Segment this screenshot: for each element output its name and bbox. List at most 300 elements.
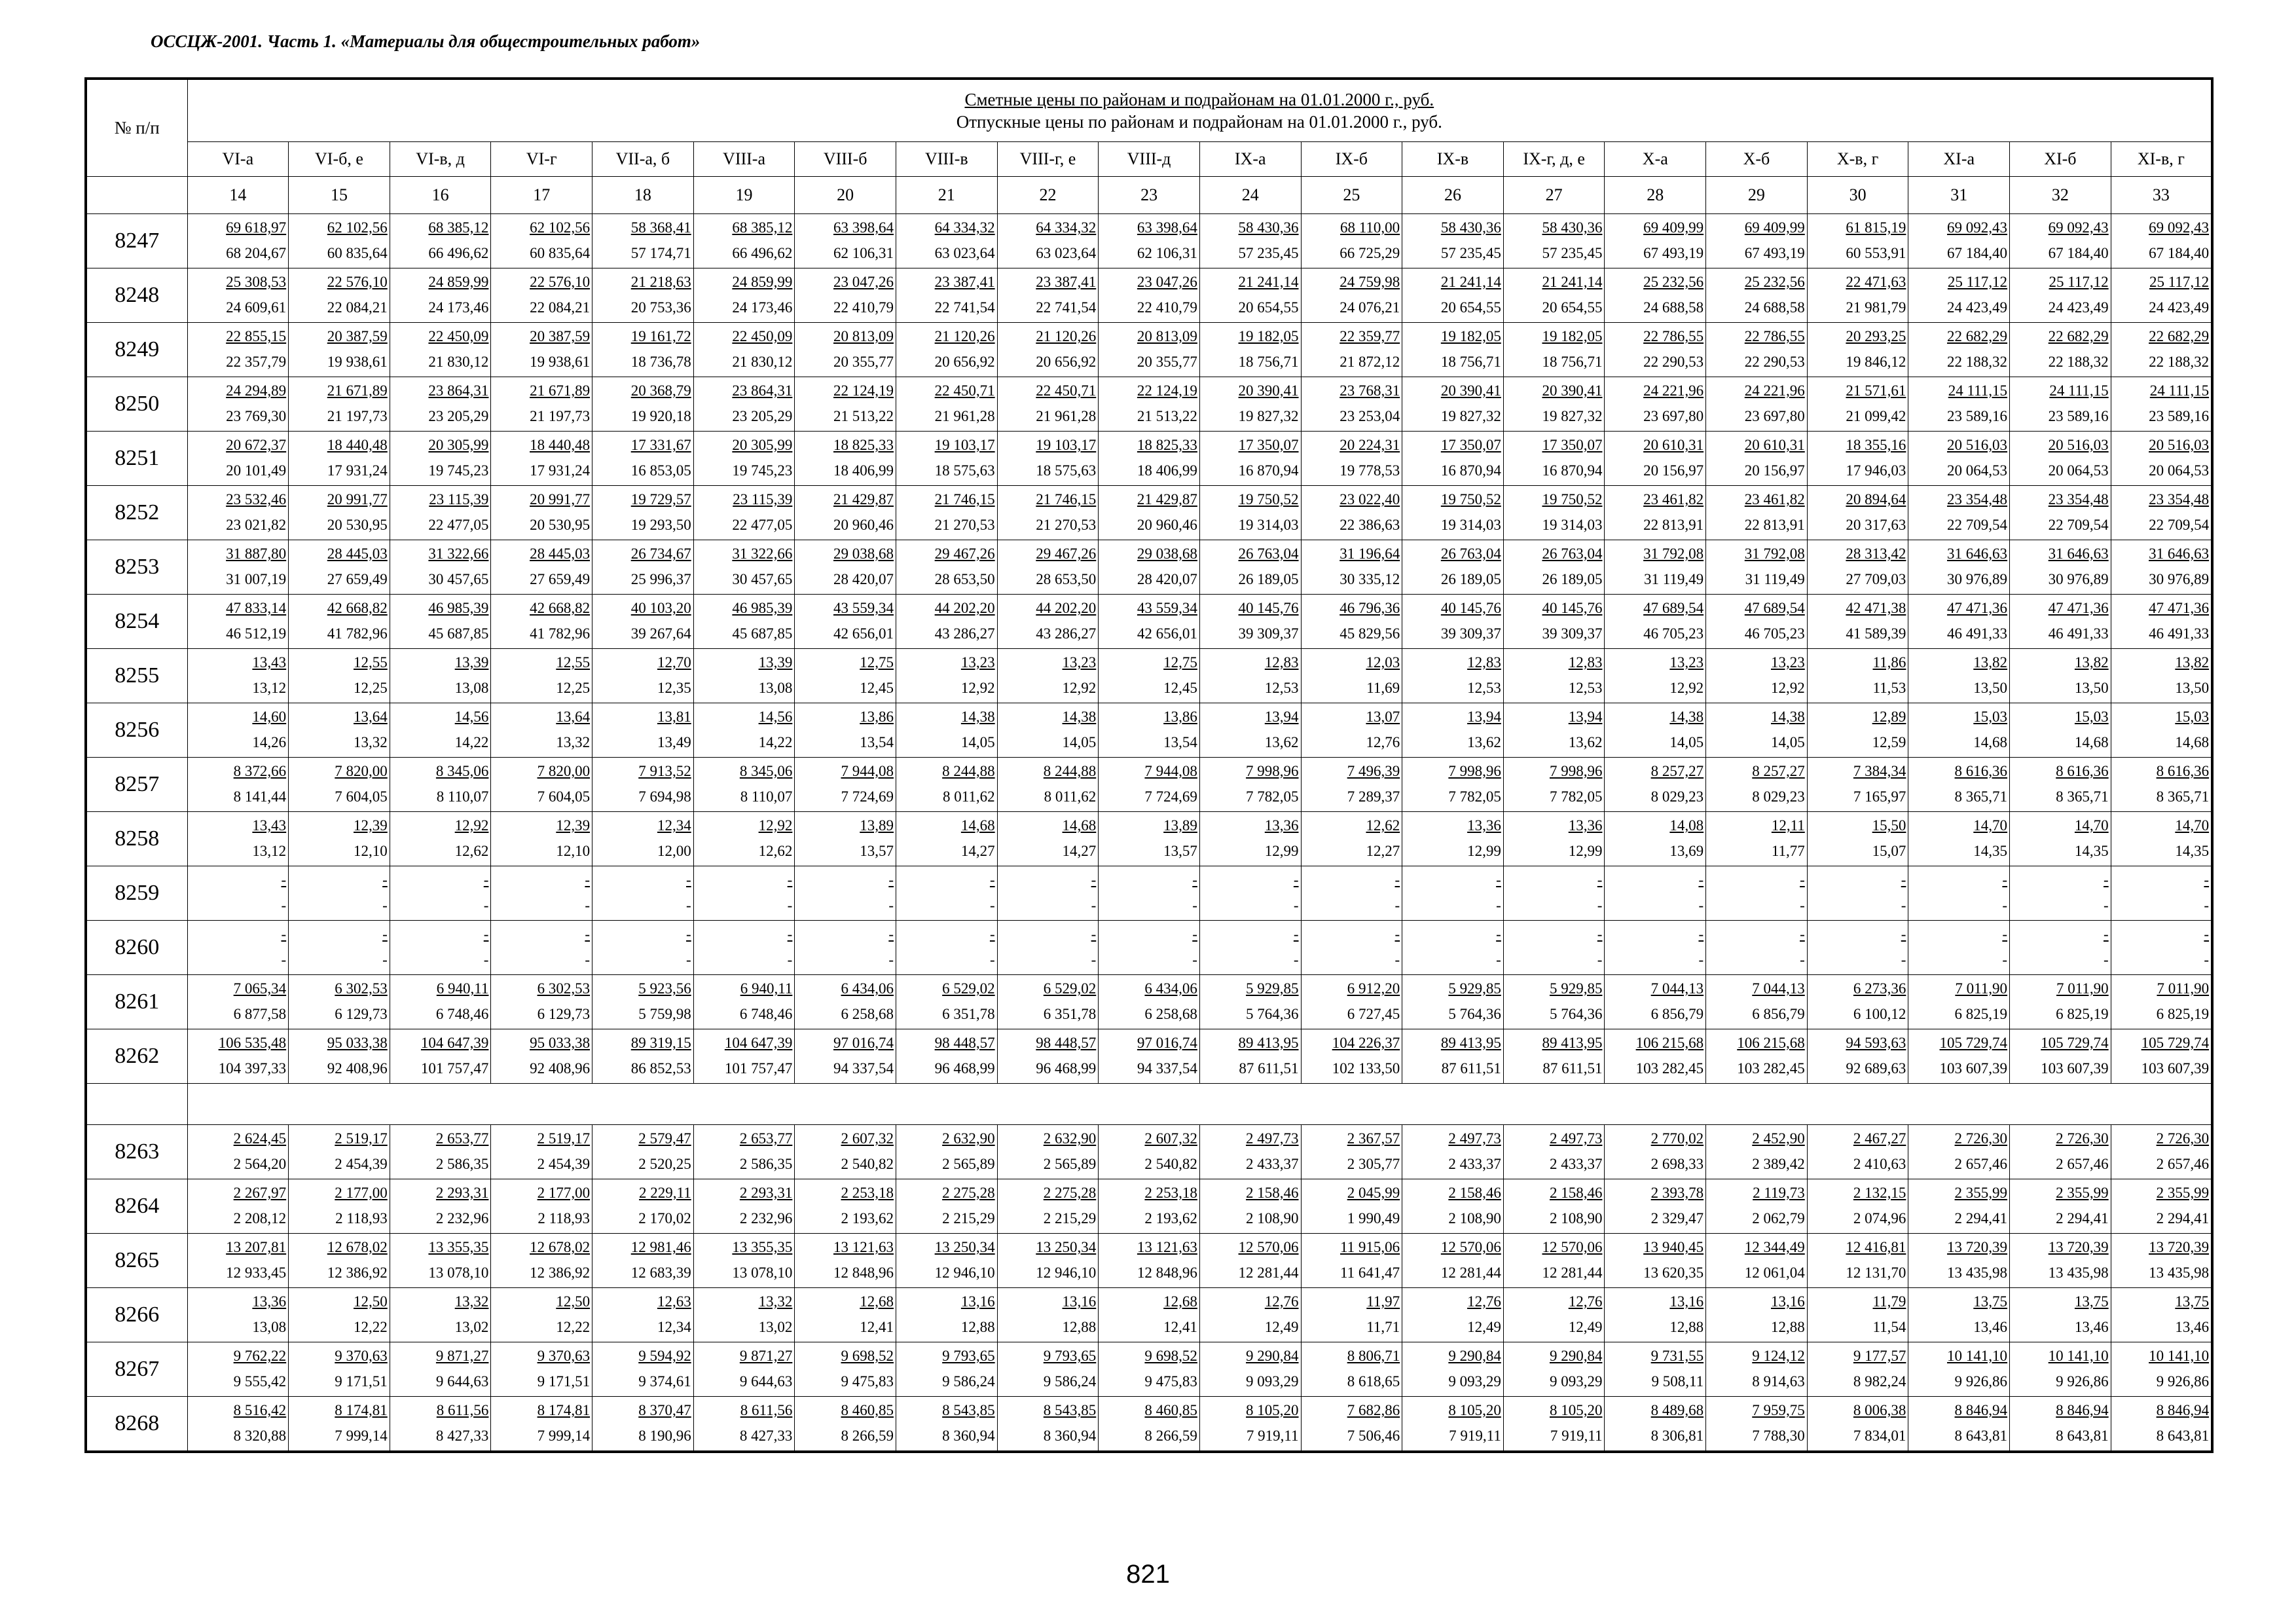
row-code: 8247: [86, 214, 187, 268]
release-price: 103 607,39: [2041, 1060, 2109, 1077]
price-cell: [390, 921, 491, 975]
price-cell: [2010, 268, 2111, 323]
estimated-price: 20 293,25: [1846, 328, 1906, 344]
price-cell: [2111, 540, 2212, 595]
price-cell: [997, 921, 1099, 975]
estimated-price: 31 792,08: [1744, 545, 1805, 562]
estimated-price: -: [787, 872, 793, 888]
price-cell: [1807, 703, 1908, 758]
release-price: 42 656,01: [833, 625, 894, 642]
estimated-price: 31 322,66: [732, 545, 793, 562]
price-cell: [289, 595, 390, 649]
estimated-price: -: [686, 926, 691, 942]
release-price: 103 607,39: [2141, 1060, 2210, 1077]
price-cell: [2010, 758, 2111, 812]
price-cell: [2010, 649, 2111, 703]
estimated-price: 9 594,92: [638, 1348, 691, 1364]
estimated-price: 20 390,41: [1440, 382, 1501, 399]
price-cell: [1301, 1288, 1402, 1342]
estimated-price: 2 607,32: [841, 1130, 894, 1147]
region-header: VIII-д: [1099, 142, 1200, 177]
price-cell: [997, 432, 1099, 486]
price-cell: [1199, 758, 1301, 812]
price-cell: [1807, 268, 1908, 323]
estimated-price: 23 354,48: [2149, 491, 2210, 507]
estimated-price: 19 161,72: [630, 328, 691, 344]
price-cell: [1402, 703, 1504, 758]
row-code: 8259: [86, 866, 187, 921]
estimated-price: 13,36: [252, 1293, 287, 1310]
price-cell: [2111, 486, 2212, 540]
release-price: 13 435,98: [2048, 1264, 2109, 1281]
table-row: [86, 812, 2212, 866]
release-price: 2 215,29: [1043, 1210, 1097, 1227]
estimated-price: 21 571,61: [1846, 382, 1906, 399]
price-cell: [1605, 540, 1706, 595]
price-cell: [289, 1029, 390, 1084]
release-price: 14,68: [2074, 734, 2109, 750]
estimated-price: 7 044,13: [1752, 980, 1805, 997]
estimated-price: 20 672,37: [226, 437, 287, 453]
price-cell: [1199, 432, 1301, 486]
release-price: -: [483, 897, 489, 913]
price-cell: [795, 432, 896, 486]
release-price: 12,25: [556, 680, 591, 696]
estimated-price: -: [787, 926, 793, 942]
estimated-price: 6 434,06: [841, 980, 894, 997]
estimated-price: 63 398,64: [1137, 219, 1197, 236]
column-number: 15: [289, 177, 390, 214]
estimated-price: 20 224,31: [1339, 437, 1400, 453]
release-price: 13 435,98: [2149, 1264, 2210, 1281]
release-price: 11,71: [1366, 1319, 1400, 1335]
estimated-price: 8 516,42: [233, 1402, 287, 1418]
release-price: 12,99: [1264, 843, 1299, 859]
estimated-price: 12 678,02: [530, 1239, 591, 1255]
price-cell: [1099, 866, 1200, 921]
release-price: 8 110,07: [740, 788, 793, 805]
estimated-price: 62 102,56: [530, 219, 591, 236]
estimated-price: 13 720,39: [2048, 1239, 2109, 1255]
estimated-price: 97 016,74: [833, 1035, 894, 1051]
estimated-price: 69 618,97: [226, 219, 287, 236]
release-price: -: [1496, 897, 1501, 913]
estimated-price: 14,70: [2074, 817, 2109, 834]
release-price: 22 084,21: [327, 299, 388, 316]
estimated-price: 6 940,11: [436, 980, 489, 997]
release-price: 2 454,39: [335, 1156, 388, 1172]
table-row: [86, 268, 2212, 323]
price-cell: [1807, 1179, 1908, 1234]
release-price: 20 156,97: [1643, 462, 1704, 479]
estimated-price: 23 864,31: [428, 382, 489, 399]
release-price: 5 764,36: [1448, 1006, 1501, 1022]
estimated-price: 28 445,03: [327, 545, 388, 562]
release-price: 14,26: [252, 734, 287, 750]
price-cell: [1503, 1234, 1605, 1288]
release-price: 6 727,45: [1347, 1006, 1400, 1022]
price-cell: [693, 595, 795, 649]
release-price: 12,49: [1264, 1319, 1299, 1335]
estimated-price: 13,89: [860, 817, 894, 834]
estimated-price: 8 846,94: [2156, 1402, 2210, 1418]
price-cell: [1503, 758, 1605, 812]
price-cell: [2111, 595, 2212, 649]
estimated-price: 12,11: [1771, 817, 1805, 834]
price-cell: [1908, 1234, 2010, 1288]
estimated-price: 2 355,99: [2156, 1185, 2210, 1201]
release-price: 60 553,91: [1846, 245, 1906, 261]
estimated-price: 20 516,03: [2149, 437, 2210, 453]
price-cell: [896, 377, 997, 432]
release-price: 2 215,29: [942, 1210, 995, 1227]
release-price: -: [1698, 897, 1704, 913]
table-row: [86, 486, 2212, 540]
price-cell: [187, 1397, 289, 1452]
price-cell: [187, 758, 289, 812]
release-price: 2 193,62: [1144, 1210, 1197, 1227]
estimated-price: 2 177,00: [335, 1185, 388, 1201]
release-price: 62 106,31: [1137, 245, 1197, 261]
estimated-price: 20 387,59: [530, 328, 591, 344]
price-cell: [1301, 1029, 1402, 1084]
price-cell: [1706, 214, 1808, 268]
estimated-price: 7 944,08: [1144, 763, 1197, 779]
price-cell: [592, 214, 694, 268]
estimated-price: 2 355,99: [2056, 1185, 2109, 1201]
price-cell: [1402, 1029, 1504, 1084]
estimated-price: 26 763,04: [1542, 545, 1603, 562]
estimated-price: 7 998,96: [1549, 763, 1603, 779]
price-cell: [1605, 975, 1706, 1029]
price-cell: [491, 975, 592, 1029]
price-cell: [1503, 1288, 1605, 1342]
estimated-price: 89 319,15: [630, 1035, 691, 1051]
estimated-price: -: [483, 926, 489, 942]
price-cell: [1301, 921, 1402, 975]
estimated-price: 2 726,30: [2156, 1130, 2210, 1147]
price-cell: [491, 1234, 592, 1288]
estimated-price: 22 359,77: [1339, 328, 1400, 344]
estimated-price: 19 182,05: [1440, 328, 1501, 344]
price-cell: [1605, 323, 1706, 377]
release-price: 24 688,58: [1643, 299, 1704, 316]
estimated-price: 21 241,14: [1440, 274, 1501, 290]
price-cell: [1199, 975, 1301, 1029]
estimated-price: 20 813,09: [1137, 328, 1197, 344]
price-cell: [2010, 432, 2111, 486]
price-cell: [390, 1029, 491, 1084]
price-cell: [795, 1397, 896, 1452]
release-price: -: [888, 897, 894, 913]
release-price: 8 360,94: [942, 1428, 995, 1444]
release-price: 102 133,50: [1332, 1060, 1400, 1077]
column-number: 26: [1402, 177, 1504, 214]
estimated-price: 25 308,53: [226, 274, 287, 290]
release-price: 9 586,24: [1043, 1373, 1097, 1390]
release-price: 2 305,77: [1347, 1156, 1400, 1172]
price-cell: [592, 1125, 694, 1179]
price-cell: [1807, 214, 1908, 268]
price-cell: [289, 649, 390, 703]
release-price: 22 188,32: [2048, 354, 2109, 370]
release-price: 20 156,97: [1744, 462, 1805, 479]
estimated-price: 11,79: [1872, 1293, 1906, 1310]
row-code: 8268: [86, 1397, 187, 1452]
price-cell: [693, 703, 795, 758]
release-price: 12,92: [1062, 680, 1097, 696]
release-price: 9 093,29: [1246, 1373, 1299, 1390]
table-row: [86, 432, 2212, 486]
estimated-price: 95 033,38: [327, 1035, 388, 1051]
release-price: 8 266,59: [1144, 1428, 1197, 1444]
release-price: 87 611,51: [1441, 1060, 1501, 1077]
price-cell: [1301, 1342, 1402, 1397]
price-cell: [491, 758, 592, 812]
price-cell: [1301, 758, 1402, 812]
column-number: 14: [187, 177, 289, 214]
estimated-price: 97 016,74: [1137, 1035, 1197, 1051]
estimated-price: 63 398,64: [833, 219, 894, 236]
price-cell: [896, 703, 997, 758]
price-cell: [491, 540, 592, 595]
price-cell: [187, 432, 289, 486]
table-row: [86, 1179, 2212, 1234]
price-cell: [795, 866, 896, 921]
price-cell: [997, 268, 1099, 323]
estimated-price: 14,56: [758, 709, 793, 725]
release-price: 24 609,61: [226, 299, 287, 316]
release-price: 24 423,49: [1947, 299, 2008, 316]
price-cell: [1099, 432, 1200, 486]
estimated-price: 2 653,77: [739, 1130, 793, 1147]
price-cell: [1301, 1179, 1402, 1234]
estimated-price: 68 110,00: [1340, 219, 1400, 236]
release-price: -: [382, 897, 388, 913]
estimated-price: 12,92: [454, 817, 489, 834]
price-cell: [289, 1125, 390, 1179]
row-code: 8251: [86, 432, 187, 486]
release-price: 12,59: [1872, 734, 1906, 750]
estimated-price: 9 698,52: [1144, 1348, 1197, 1364]
price-cell: [693, 486, 795, 540]
price-cell: [1605, 1397, 1706, 1452]
price-cell: [2010, 214, 2111, 268]
estimated-price: 2 293,31: [435, 1185, 489, 1201]
release-price: -: [787, 897, 793, 913]
release-price: 12,34: [657, 1319, 691, 1335]
price-cell: [1605, 649, 1706, 703]
estimated-price: 8 257,27: [1650, 763, 1704, 779]
estimated-price: 22 786,55: [1643, 328, 1704, 344]
price-cell: [1199, 540, 1301, 595]
price-cell: [1807, 1397, 1908, 1452]
release-price: 12 946,10: [1036, 1264, 1097, 1281]
release-price: 19 314,03: [1440, 517, 1501, 533]
estimated-price: 17 350,07: [1542, 437, 1603, 453]
release-price: 12,00: [657, 843, 691, 859]
estimated-price: -: [1091, 926, 1097, 942]
release-price: 12,41: [860, 1319, 894, 1335]
column-number: 28: [1605, 177, 1706, 214]
price-cell: [1099, 975, 1200, 1029]
estimated-price: -: [686, 872, 691, 888]
price-cell: [2010, 1029, 2111, 1084]
release-price: 2 108,90: [1549, 1210, 1603, 1227]
price-cell: [1503, 1342, 1605, 1397]
price-cell: [997, 758, 1099, 812]
release-price: 14,35: [2175, 843, 2210, 859]
price-cell: [187, 1179, 289, 1234]
release-price: 12,88: [1062, 1319, 1097, 1335]
price-cell: [896, 1342, 997, 1397]
estimated-price: 6 302,53: [537, 980, 591, 997]
estimated-price: 12,50: [354, 1293, 388, 1310]
estimated-price: 21 241,14: [1542, 274, 1603, 290]
release-price: 2 118,93: [538, 1210, 591, 1227]
table-row: [86, 214, 2212, 268]
estimated-price: 13,07: [1366, 709, 1400, 725]
price-cell: [693, 866, 795, 921]
price-cell: [1908, 323, 2010, 377]
estimated-price: 12,76: [1467, 1293, 1501, 1310]
estimated-price: 40 145,76: [1238, 600, 1299, 616]
price-cell: [1301, 486, 1402, 540]
price-cell: [693, 975, 795, 1029]
release-price: 6 351,78: [1043, 1006, 1097, 1022]
column-number: 27: [1503, 177, 1605, 214]
estimated-price: 31 196,64: [1339, 545, 1400, 562]
release-price: 12 848,96: [833, 1264, 894, 1281]
price-cell: [1402, 1288, 1504, 1342]
release-price: 12 131,70: [1846, 1264, 1906, 1281]
estimated-price: 12,55: [354, 654, 388, 671]
release-price: -: [1293, 897, 1299, 913]
estimated-price: 47 689,54: [1744, 600, 1805, 616]
estimated-price: 13,36: [1264, 817, 1299, 834]
price-cell: [1301, 432, 1402, 486]
release-price: -: [1496, 951, 1501, 968]
estimated-price: 13,89: [1163, 817, 1197, 834]
column-number: 33: [2111, 177, 2212, 214]
estimated-price: 8 174,81: [537, 1402, 591, 1418]
price-cell: [390, 1342, 491, 1397]
release-price: 2 657,46: [2056, 1156, 2109, 1172]
estimated-price: 104 647,39: [724, 1035, 793, 1051]
price-cell: [289, 268, 390, 323]
estimated-price: -: [1192, 926, 1197, 942]
release-price: 66 725,29: [1339, 245, 1400, 261]
estimated-price: -: [989, 872, 995, 888]
release-price: 2 565,89: [1043, 1156, 1097, 1172]
region-header: VIII-а: [693, 142, 795, 177]
estimated-price: 2 770,02: [1650, 1130, 1704, 1147]
column-number: 21: [896, 177, 997, 214]
estimated-price: 22 682,29: [2048, 328, 2109, 344]
release-price: 19 745,23: [428, 462, 489, 479]
price-cell: [1605, 268, 1706, 323]
estimated-price: 22 450,71: [934, 382, 995, 399]
release-price: 8 365,71: [2056, 788, 2109, 805]
price-cell: [2010, 1125, 2111, 1179]
price-cell: [390, 1234, 491, 1288]
release-price: 45 829,56: [1339, 625, 1400, 642]
release-price: 12,10: [556, 843, 591, 859]
column-number: 32: [2010, 177, 2111, 214]
estimated-price: 13,16: [1669, 1293, 1704, 1310]
estimated-price: 8 105,20: [1549, 1402, 1603, 1418]
price-cell: [1908, 866, 2010, 921]
price-cell: [1807, 432, 1908, 486]
estimated-price: 9 793,65: [1043, 1348, 1097, 1364]
price-cell: [1807, 595, 1908, 649]
estimated-price: 69 409,99: [1744, 219, 1805, 236]
estimated-price: 12 570,06: [1440, 1239, 1501, 1255]
price-cell: [1301, 595, 1402, 649]
estimated-price: 11,97: [1366, 1293, 1400, 1310]
estimated-price: 2 253,18: [841, 1185, 894, 1201]
estimated-price: 12,76: [1264, 1293, 1299, 1310]
release-price: 12 848,96: [1137, 1264, 1197, 1281]
price-cell: [1908, 268, 2010, 323]
price-cell: [1301, 975, 1402, 1029]
release-price: 13 620,35: [1643, 1264, 1704, 1281]
release-price: 21 830,12: [732, 354, 793, 370]
price-cell: [1503, 268, 1605, 323]
price-cell: [1402, 1125, 1504, 1179]
estimated-price: 20 813,09: [833, 328, 894, 344]
estimated-price: 14,38: [1669, 709, 1704, 725]
price-cell: [1402, 921, 1504, 975]
price-cell: [1908, 1179, 2010, 1234]
price-cell: [1301, 812, 1402, 866]
price-cell: [2111, 1288, 2212, 1342]
release-price: 28 653,50: [1036, 571, 1097, 587]
price-cell: [1706, 975, 1808, 1029]
release-price: 21 961,28: [1036, 408, 1097, 424]
release-price: 68 204,67: [226, 245, 287, 261]
estimated-price: 31 646,63: [2048, 545, 2109, 562]
release-price: -: [1597, 897, 1603, 913]
price-cell: [1099, 323, 1200, 377]
price-cell: [1807, 921, 1908, 975]
estimated-price: 7 496,39: [1347, 763, 1400, 779]
release-price: 1 990,49: [1347, 1210, 1400, 1227]
estimated-price: 21 671,89: [530, 382, 591, 399]
release-price: 8 427,33: [435, 1428, 489, 1444]
release-price: 22 741,54: [934, 299, 995, 316]
release-price: -: [1394, 897, 1400, 913]
estimated-price: 13 720,39: [1947, 1239, 2008, 1255]
release-price: 22 084,21: [530, 299, 591, 316]
estimated-price: 13 121,63: [1137, 1239, 1197, 1255]
price-cell: [997, 812, 1099, 866]
release-price: -: [281, 951, 287, 968]
release-price: 27 659,49: [530, 571, 591, 587]
estimated-price: 14,38: [960, 709, 995, 725]
release-price: 20 101,49: [226, 462, 287, 479]
price-cell: [2010, 377, 2111, 432]
price-cell: [187, 812, 289, 866]
estimated-price: 6 434,06: [1144, 980, 1197, 997]
release-price: 13 435,98: [1947, 1264, 2008, 1281]
release-price: 22 709,54: [1947, 517, 2008, 533]
price-cell: [693, 323, 795, 377]
price-cell: [1199, 812, 1301, 866]
estimated-price: 8 244,88: [942, 763, 995, 779]
region-header: X-б: [1706, 142, 1808, 177]
column-number: 31: [1908, 177, 2010, 214]
